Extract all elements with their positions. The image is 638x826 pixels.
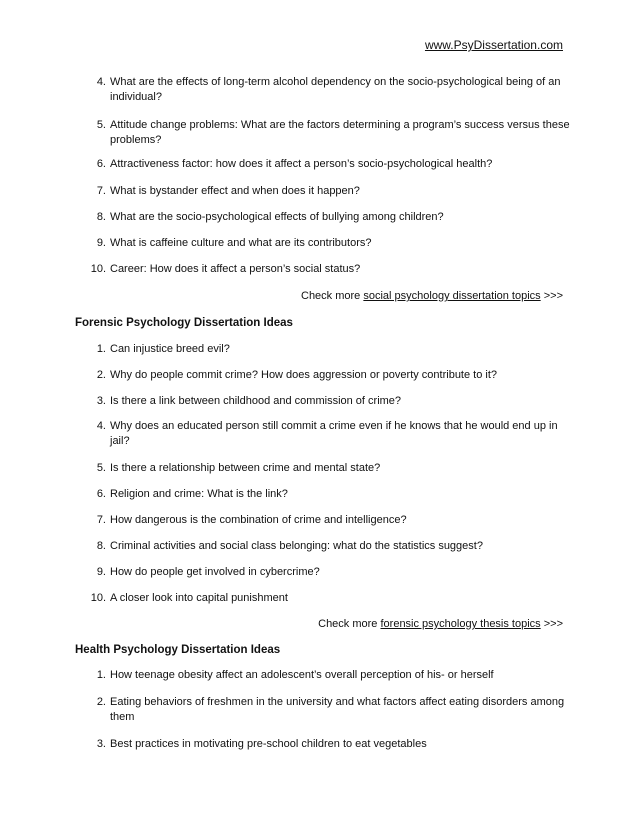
list-text: Criminal activities and social class belonging: what do the statistics suggest?: [110, 540, 483, 552]
list-text: Why do people commit crime? How does aggression or poverty contribute to it?: [110, 369, 498, 381]
list-text: What is bystander effect and when does it happen?: [110, 185, 360, 197]
list-number: 3.: [96, 738, 106, 750]
check-more-prefix: Check more: [301, 290, 364, 302]
list-number: 10.: [90, 263, 106, 275]
list-number: 1.: [96, 669, 106, 681]
list-number: 7.: [96, 514, 106, 526]
list-number: 7.: [96, 185, 106, 197]
list-number: 8.: [96, 211, 106, 223]
list-number: 2.: [96, 696, 106, 708]
list-number: 9.: [96, 237, 106, 249]
check-more-suffix: >>>: [540, 618, 563, 630]
section-heading-forensic: Forensic Psychology Dissertation Ideas: [75, 317, 293, 329]
list-number: 3.: [96, 395, 106, 407]
list-number: 9.: [96, 566, 106, 578]
list-text: What are the socio-psychological effects of bullying among children?: [110, 211, 444, 223]
list-number: 5.: [96, 462, 106, 474]
site-url-link[interactable]: www.PsyDissertation.com: [424, 38, 563, 52]
list-text: Attractiveness factor: how does it affect a person’s socio-psychological health?: [110, 158, 493, 170]
list-number: 2.: [96, 369, 106, 381]
list-text: Best practices in motivating pre-school children to eat vegetables: [110, 738, 427, 750]
list-number: 8.: [96, 540, 106, 552]
list-number: 10.: [90, 592, 106, 604]
check-more-suffix: >>>: [540, 290, 563, 302]
list-text: What are the effects of long-term alcohol dependency on the socio-psychological being of an individual?: [110, 76, 561, 103]
list-text: Career: How does it affect a person’s social status?: [110, 263, 361, 275]
list-text: How teenage obesity affect an adolescent’s overall perception of his- or herself: [110, 669, 494, 681]
list-text: Can injustice breed evil?: [110, 343, 230, 355]
check-more-forensic: [318, 617, 563, 632]
list-text: Attitude change problems: What are the factors determining a program’s success versus these problems?: [110, 119, 570, 146]
list-text: What is caffeine culture and what are its contributors?: [110, 237, 372, 249]
list-text: How dangerous is the combination of crime and intelligence?: [110, 514, 407, 526]
check-more-social: [301, 289, 563, 304]
list-number: 4.: [96, 420, 106, 432]
list-text: Is there a link between childhood and commission of crime?: [110, 395, 402, 407]
list-text: Religion and crime: What is the link?: [110, 488, 288, 500]
list-text: Eating behaviors of freshmen in the university and what factors affect eating disorders among them: [110, 696, 565, 723]
list-text: A closer look into capital punishment: [110, 592, 288, 604]
check-more-prefix: Check more: [318, 618, 381, 630]
list-text: Why does an educated person still commit a crime even if he knows that he would end up in jail?: [110, 420, 558, 447]
section-heading-health: Health Psychology Dissertation Ideas: [75, 644, 281, 656]
list-text: How do people get involved in cybercrime?: [110, 566, 320, 578]
list-text: Is there a relationship between crime and mental state?: [110, 462, 381, 474]
social-topics-link[interactable]: social psychology dissertation topics: [363, 290, 541, 302]
list-number: 5.: [96, 119, 106, 131]
list-number: 6.: [96, 158, 106, 170]
forensic-topics-link[interactable]: forensic psychology thesis topics: [380, 618, 541, 630]
list-number: 6.: [96, 488, 106, 500]
list-number: 4.: [96, 76, 106, 88]
list-number: 1.: [96, 343, 106, 355]
